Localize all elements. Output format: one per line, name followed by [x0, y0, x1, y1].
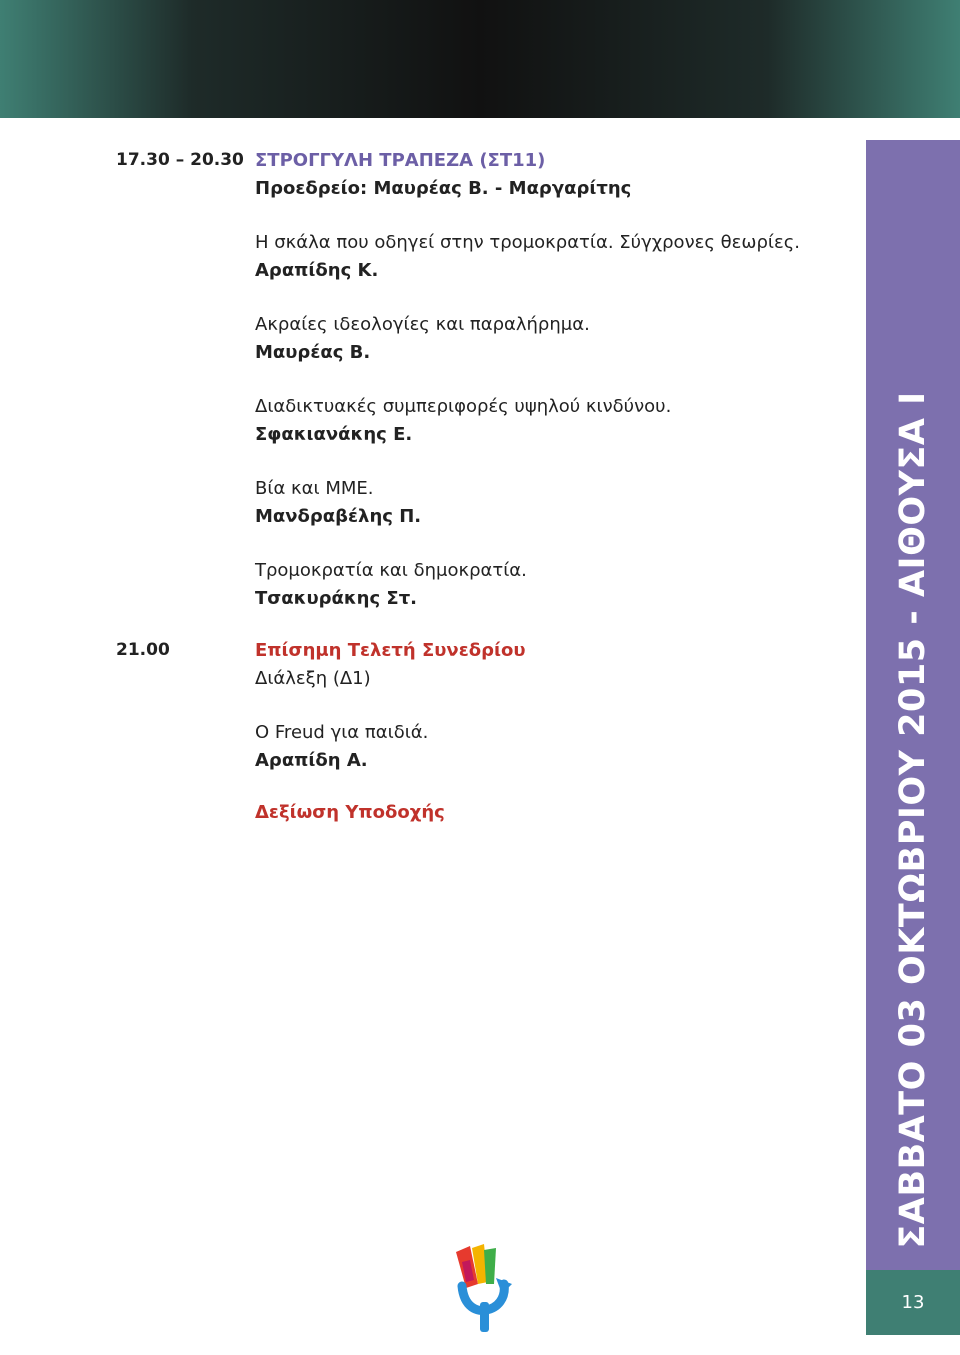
page-number-text: 13 [901, 1292, 925, 1313]
session-title: ΣΤΡΟΓΓΥΛΗ ΤΡΑΠΕΖΑ (ΣΤ11) [255, 150, 546, 171]
talk-title: Τρομοκρατία και δημοκρατία. [255, 560, 527, 581]
session-chairs: Προεδρείο: Μαυρέας Β. - Μαργαρίτης [255, 178, 632, 199]
page-number [866, 1270, 960, 1335]
talk-speaker: Μαυρέας Β. [255, 342, 371, 363]
talk-title: Η σκάλα που οδηγεί στην τρομοκρατία. Σύγχρονες θεωρίες. [255, 232, 800, 253]
psi-logo-icon [448, 1240, 520, 1336]
talk-title: Βία και ΜΜΕ. [255, 478, 374, 499]
talk-speaker: Σφακιανάκης Ε. [255, 424, 413, 445]
session-time: 21.00 [116, 640, 170, 660]
talk-speaker: Αραπίδης Κ. [255, 260, 379, 281]
talk-speaker: Τσακυράκης Στ. [255, 588, 418, 609]
talk-title: Ο Freud για παιδιά. [255, 722, 429, 743]
header-band [0, 0, 960, 118]
reception-title: Δεξίωση Υποδοχής [255, 802, 445, 823]
ceremony-title: Επίσημη Τελετή Συνεδρίου [255, 640, 526, 661]
talk-speaker: Αραπίδη Α. [255, 750, 368, 771]
session-time: 17.30 – 20.30 [116, 150, 244, 170]
talk-title: Διαδικτυακές συμπεριφορές υψηλού κινδύνου. [255, 396, 672, 417]
talk-speaker: Μανδραβέλης Π. [255, 506, 422, 527]
date-venue-label: ΣΑΒΒΑΤΟ 03 ΟΚΤΩΒΡΙΟΥ 2015 - ΑΙΘΟΥΣΑ Ι [893, 391, 933, 1249]
lecture-label: Διάλεξη (Δ1) [255, 668, 371, 689]
talk-title: Ακραίες ιδεολογίες και παραλήρημα. [255, 314, 590, 335]
